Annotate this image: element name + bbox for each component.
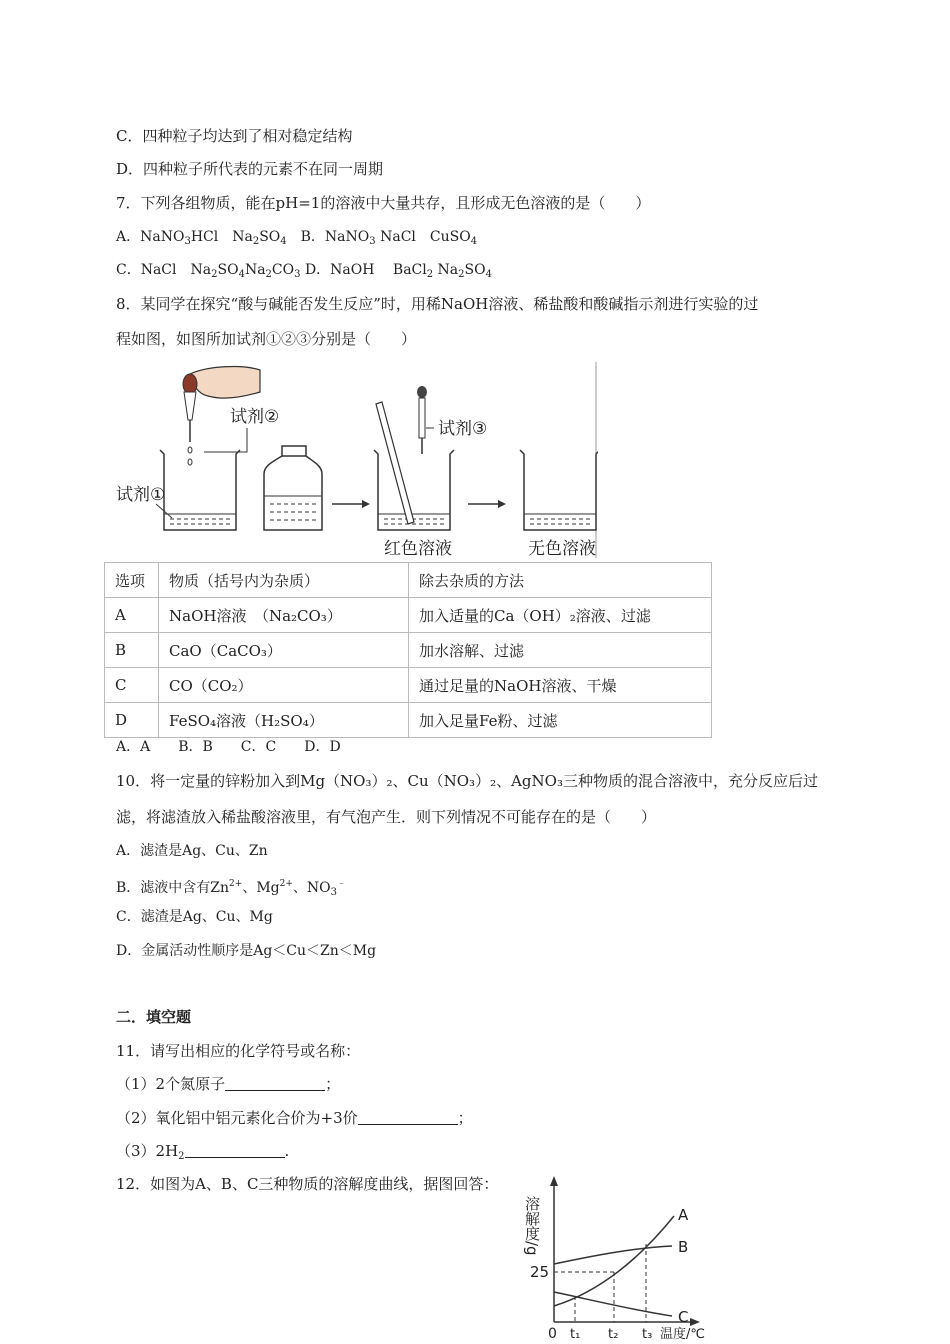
table-cell: 加入适量的Ca（OH）₂溶液、过滤 [409, 598, 712, 633]
table-cell: NaOH溶液 （Na₂CO₃） [159, 598, 409, 633]
option-10a: A．滤渣是Ag、Cu、Zn [116, 843, 268, 859]
question-8-line1: 8．某同学在探究“酸与碱能否发生反应”时，用稀NaOH溶液、稀盐酸和酸碱指示剂进行实验的过 [116, 295, 759, 313]
table-cell: 通过足量的NaOH溶液、干燥 [409, 668, 712, 703]
glass-rod [376, 402, 414, 524]
curve-label-b: B [678, 1238, 689, 1256]
reagent-bottle [264, 446, 322, 530]
x-tick-t1: t₁ [570, 1327, 581, 1340]
label-reagent-1: 试剂① [116, 485, 166, 505]
table-cell: FeSO₄溶液（H₂SO₄） [159, 703, 409, 738]
question-10-line1: 10．将一定量的锌粉加入到Mg（NO₃）₂、Cu（NO₃）₂、AgNO₃三种物质的混合溶液中，充分反应后过 [116, 772, 818, 790]
experiment-figure [112, 362, 598, 558]
arrow-icon [690, 1318, 700, 1326]
table-header-cell: 除去杂质的方法 [409, 563, 712, 598]
question-11-3: $(3)2H_2$ . [116, 1142, 290, 1162]
hand-icon [190, 367, 260, 399]
section-heading: 二．填空题 [116, 1008, 192, 1026]
curve-label-c: C [678, 1308, 689, 1326]
table-row [105, 633, 712, 668]
label-colorless-solution: 无色溶液 [528, 539, 596, 558]
beaker-4 [520, 450, 598, 530]
option-10d: D．金属活动性顺序是Ag＜Cu＜Zn＜Mg [116, 943, 377, 959]
x-tick-t2: t₂ [608, 1327, 619, 1340]
table-cell: A [105, 598, 159, 633]
question-11: 11．请写出相应的化学符号或名称： [116, 1042, 361, 1060]
question-12: 12．如图为A、B、C三种物质的溶解度曲线，据图回答： [116, 1175, 499, 1193]
label-reagent-2: 试剂② [230, 407, 280, 427]
curve-c [554, 1292, 672, 1316]
table-row [105, 668, 712, 703]
table-cell: 加水溶解、过滤 [409, 633, 712, 668]
answer-blank[interactable] [358, 1109, 458, 1125]
x-tick-t3: t₃ [642, 1327, 653, 1340]
question-9-options: A．A B．B C．C D．D [116, 739, 341, 755]
arrow-icon [362, 500, 370, 508]
label-reagent-3: 试剂③ [438, 419, 488, 439]
table-cell: B [105, 633, 159, 668]
table-header-cell: 物质（括号内为杂质） [159, 563, 409, 598]
table-cell: D [105, 703, 159, 738]
question-11-2: （2）氧化铝中铝元素化合价为+3价 ； [116, 1109, 473, 1127]
option-6c: C．四种粒子均达到了相对稳定结构 [116, 127, 353, 145]
arrow-icon [550, 1176, 558, 1186]
answer-blank[interactable] [185, 1142, 285, 1158]
table-header [105, 563, 712, 598]
question-10-line2: 滤，将滤渣放入稀盐酸溶液里，有气泡产生．则下列情况不可能存在的是（ ） [116, 808, 657, 826]
x-axis-label: 温度/℃ [660, 1327, 705, 1340]
option-10b: B．滤液中含有$Zn^{2+}$、$Mg^{2+}$、$NO_3^﹣$ [116, 879, 347, 898]
y-tick-25: 25 [530, 1263, 550, 1281]
origin-label: 0 [548, 1326, 557, 1340]
table-cell: CO（CO₂） [159, 668, 409, 703]
table-cell: CaO（CaCO₃） [159, 633, 409, 668]
dropper-3 [417, 386, 427, 454]
option-10c: C．滤渣是Ag、Cu、Mg [116, 909, 273, 925]
answer-blank[interactable] [225, 1075, 325, 1091]
table-cell: 加入足量Fe粉、过滤 [409, 703, 712, 738]
impurity-table [104, 562, 712, 738]
table-cell: C [105, 668, 159, 703]
question-7: 7．下列各组物质，能在pH=1的溶液中大量共存，且形成无色溶液的是（ ） [116, 194, 651, 212]
question-8-line2: 程如图，如图所加试剂①②③分别是（ ） [116, 330, 417, 348]
option-6d: D．四种粒子所代表的元素不在同一周期 [116, 160, 384, 178]
table-row [105, 703, 712, 738]
table-row [105, 598, 712, 633]
solubility-figure [522, 1176, 718, 1340]
option-7ab: A．NaNO$_3$HCl $Na_2SO_4$ B．NaNO$_3$ NaCl CuSO$_4$ [116, 229, 478, 247]
label-red-solution: 红色溶液 [384, 539, 452, 558]
curve-label-a: A [678, 1206, 689, 1224]
curve-b [554, 1246, 672, 1264]
y-axis-label-text: 溶解度/g [523, 1196, 541, 1256]
question-11-1: （1）2个氮原子 ； [116, 1075, 341, 1093]
option-7cd: C．NaCl $Na_2SO_4Na_2CO_3$ D．NaOH BaCl$_2$ $Na_2SO_4$ [116, 262, 492, 280]
arrow-icon [498, 500, 506, 508]
table-header-cell: 选项 [105, 563, 159, 598]
